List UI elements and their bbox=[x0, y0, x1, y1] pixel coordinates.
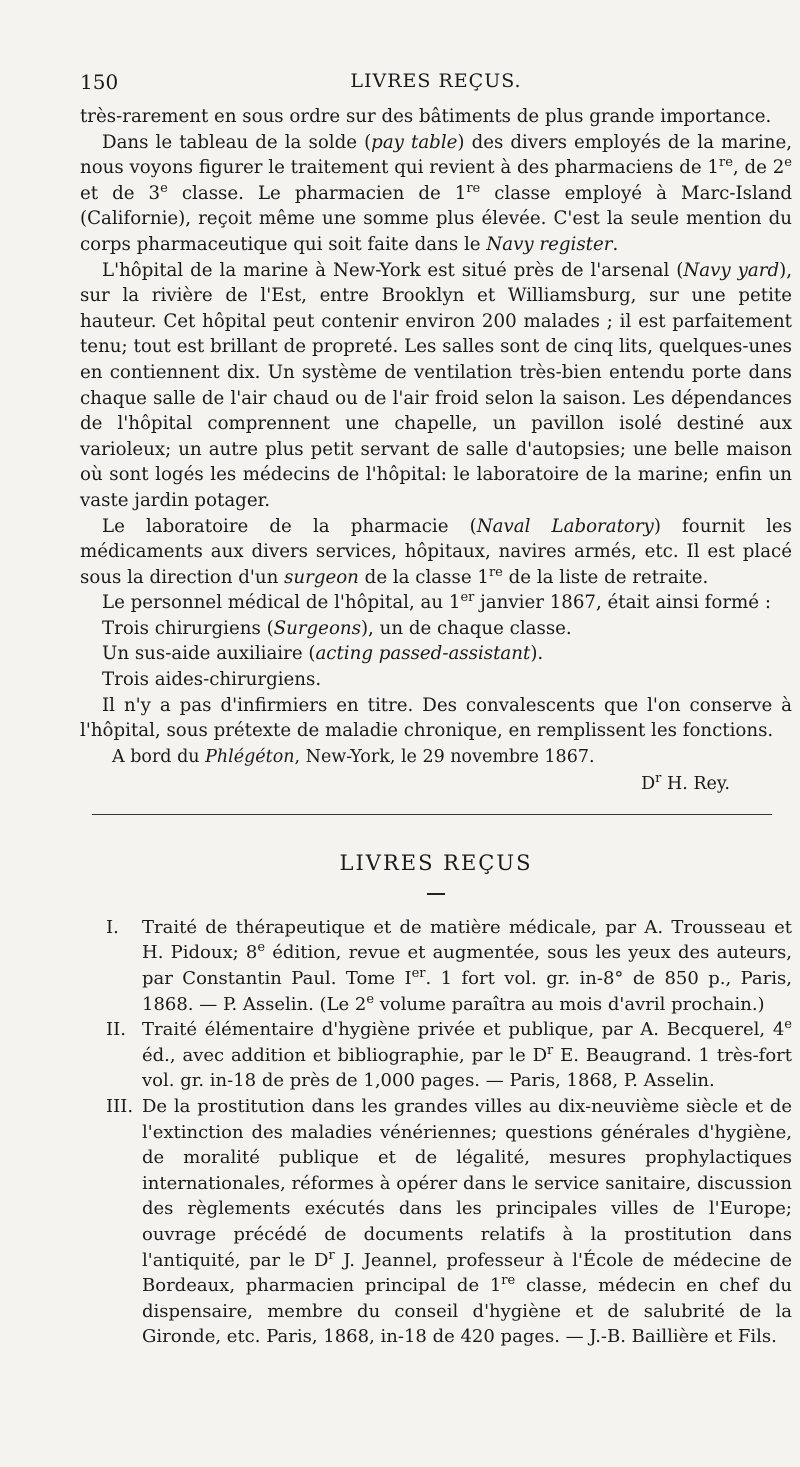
text: ) fournit les médicaments aux divers services, hôpitaux, navires armés, etc. Il est placé sous la direction d'un bbox=[80, 515, 792, 588]
paragraph-2 bbox=[80, 130, 792, 258]
italic-term: surgeon bbox=[284, 566, 359, 588]
paragraph-6 bbox=[80, 693, 792, 744]
page bbox=[80, 70, 792, 1350]
superscript: e bbox=[160, 180, 168, 196]
page-number: 150 bbox=[80, 70, 119, 94]
superscript: e bbox=[784, 155, 792, 171]
superscript: r bbox=[547, 1042, 554, 1058]
section-title: LIVRES REÇUS bbox=[339, 850, 533, 875]
italic-term: Navy yard bbox=[683, 259, 780, 281]
running-head bbox=[80, 70, 792, 104]
text: Trois chirurgiens ( bbox=[102, 617, 274, 639]
superscript: r bbox=[328, 1247, 335, 1263]
text: Le laboratoire de la pharmacie ( bbox=[102, 515, 477, 537]
paragraph-3 bbox=[80, 258, 792, 514]
text: L'hôpital de la marine à New-York est situé près de l'arsenal ( bbox=[102, 259, 684, 281]
text: ), sur la rivière de l'Est, entre Brooklyn et Williamsburg, sur une petite hauteur. Cet hôpital peut contenir environ 200 malades ; il est parfaitement tenu; tout est brillant de propreté. Les salles sont de cinq lits, quelques-unes en contiennent dix. Un système de ventilation très-bien entendu porte dans chaque salle de l'air chaud ou de l'air froid selon la saison. Les dépendances de l'hôpital comprennent une chapelle, un pavillon isolé destiné aux varioleux; un autre plus petit servant de salle d'autopsies; une belle maison où sont logés les médecins de l'hôpital: le laboratoire de la marine; enfin un vaste jardin potager. bbox=[80, 259, 792, 511]
text: . bbox=[612, 233, 619, 255]
text: de la liste de retraite. bbox=[502, 566, 709, 588]
text: ), un de chaque classe. bbox=[360, 617, 572, 639]
italic-term: Naval Laboratory bbox=[476, 515, 654, 537]
dateline bbox=[80, 744, 792, 770]
text: J. Jeannel, professeur à l'École de médecine de Bordeaux, pharmacien principal de 1 bbox=[142, 1249, 792, 1297]
text: Un sus-aide auxiliaire ( bbox=[102, 643, 316, 665]
superscript: er bbox=[460, 590, 475, 606]
text: Il n'y a pas d'infirmiers en titre. Des convalescents que l'on conserve à l'hôpital, sous prétexte de maladie chronique, en remplissent les fonctions. bbox=[80, 694, 792, 742]
running-title: LIVRES REÇUS. bbox=[350, 70, 522, 92]
text: De la prostitution dans les grandes villes au dix-neuvième siècle et de l'extinction des maladies vénériennes; questions générales d'hygiène, de moralité publique et de légalité, mesures prophylactiques internationales, réformes à opérer dans le service sanitaire, discussion des règlements exécutés dans les principales villes de l'Europe; ouvrage précédé de documents relatifs à la prostitution dans l'antiquité, par le D bbox=[142, 1096, 792, 1271]
title-dash bbox=[427, 893, 445, 895]
text: classe. Le pharmacien de 1 bbox=[167, 182, 467, 204]
superscript: r bbox=[655, 771, 662, 787]
text: ) des divers employés de la marine, nous voyons figurer le traitement qui revient à des pharmaciens de 1 bbox=[80, 131, 793, 179]
text: ). bbox=[530, 643, 544, 665]
text: Traité de thérapeutique et de matière médicale, par A. Trousseau et H. Pidoux; 8 bbox=[142, 916, 792, 964]
list-item bbox=[80, 1094, 792, 1350]
superscript: e bbox=[784, 1017, 792, 1033]
text: classe employé à Marc-Island (Californie), reçoit même une somme plus élevée. C'est la seule mention du corps pharmaceutique qui soit faite dans le bbox=[80, 182, 792, 255]
text: , de 2 bbox=[732, 157, 785, 179]
staff-line-2 bbox=[80, 641, 792, 667]
italic-term: pay table bbox=[371, 131, 458, 153]
staff-line-3 bbox=[80, 667, 792, 693]
text: janvier 1867, était ainsi formé : bbox=[474, 592, 771, 614]
text: A bord du bbox=[112, 746, 206, 767]
text: classe, médecin en chef du dispensaire, membre du conseil d'hygiène et de salubrité de la Gironde, etc. Paris, 1868, in-18 de 420 pages. — J.-B. Baillière et Fils. bbox=[142, 1275, 793, 1348]
signature bbox=[80, 770, 792, 798]
text: très-rarement en sous ordre sur des bâtiments de plus grande importance. bbox=[80, 106, 772, 127]
article-body bbox=[80, 104, 792, 744]
item-number: III. bbox=[106, 1096, 134, 1117]
paragraph-4 bbox=[80, 514, 792, 591]
book-list bbox=[80, 915, 792, 1350]
paragraph-1 bbox=[80, 104, 792, 130]
superscript: re bbox=[718, 155, 733, 171]
superscript: re bbox=[501, 1273, 516, 1289]
text: D bbox=[641, 773, 656, 794]
section-divider bbox=[92, 814, 772, 815]
superscript: re bbox=[466, 180, 481, 196]
text: volume paraîtra au mois d'avril prochain.) bbox=[374, 993, 765, 1015]
italic-term: Navy register bbox=[486, 233, 613, 255]
text: E. Beaugrand. 1 très-fort vol. gr. in-18 de près de 1,000 pages. — Paris, 1868, P. Asselin. bbox=[142, 1044, 792, 1092]
text: Trois aides-chirurgiens. bbox=[102, 669, 322, 691]
superscript: er bbox=[411, 966, 426, 982]
text: , New-York, le 29 novembre 1867. bbox=[294, 746, 595, 767]
list-item bbox=[80, 915, 792, 1017]
text: H. Rey. bbox=[661, 773, 730, 794]
item-number: II. bbox=[106, 1019, 126, 1041]
paragraph-5 bbox=[80, 590, 792, 616]
text: Le personnel médical de l'hôpital, au 1 bbox=[102, 592, 461, 614]
ship-name: Phlégéton bbox=[205, 746, 295, 767]
italic-term: Surgeons bbox=[273, 617, 361, 639]
text: édition, revue et augmentée, sous les yeux des auteurs, par Constantin Paul. Tome I bbox=[142, 942, 792, 990]
superscript: e bbox=[257, 940, 266, 956]
superscript: re bbox=[488, 564, 503, 580]
text: de la classe 1 bbox=[358, 566, 489, 588]
staff-line-1 bbox=[80, 616, 792, 642]
text: et de 3 bbox=[80, 182, 161, 204]
superscript: e bbox=[366, 991, 375, 1007]
text: . 1 fort vol. gr. in-8° de 850 p., Paris, 1868. — P. Asselin. (Le 2 bbox=[142, 968, 792, 1015]
text: Dans le tableau de la solde ( bbox=[102, 131, 372, 153]
text: Traité élémentaire d'hygiène privée et publique, par A. Becquerel, 4 bbox=[142, 1019, 785, 1041]
item-number: I. bbox=[106, 916, 119, 938]
text: éd., avec addition et bibliographie, par le D bbox=[142, 1044, 548, 1066]
italic-term: acting passed-assistant bbox=[315, 643, 531, 665]
list-item bbox=[80, 1017, 792, 1094]
